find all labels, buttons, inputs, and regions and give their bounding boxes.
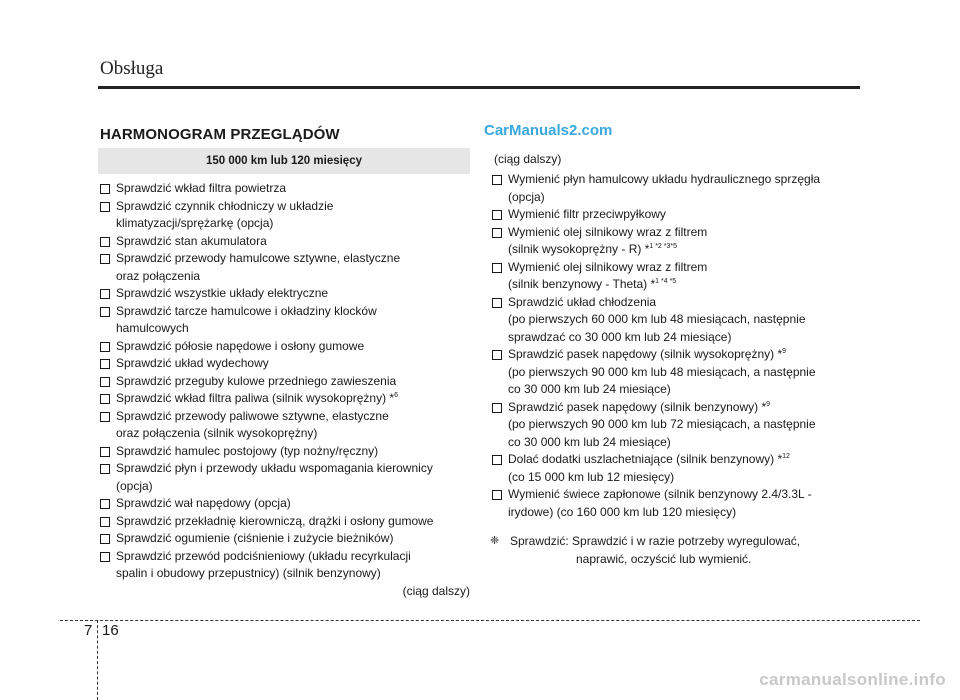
checklist-item-text: Sprawdzić przeguby kulowe przedniego zawieszenia: [116, 373, 397, 388]
checklist-item-text-part: (silnik benzynowy - Theta) *: [508, 277, 656, 291]
checklist-item-text: Wymienić olej silnikowy wraz z filtrem: [508, 259, 708, 274]
checklist-item: [98, 408, 470, 443]
checklist-item: [490, 206, 860, 224]
checkbox-icon: [100, 184, 110, 194]
checkbox-icon: [100, 552, 110, 562]
checklist-item-text: hamulcowych: [116, 321, 189, 335]
checklist-item-text: irydowe) (co 160 000 km lub 120 miesięcy): [508, 504, 737, 519]
checklist-item-text: Sprawdzić wkład filtra powietrza: [116, 181, 287, 195]
checkbox-icon: [100, 464, 110, 474]
checklist-item-text: Wymienić płyn hamulcowy układu hydraulicznego sprzęgła: [508, 172, 821, 186]
interval-header: 150 000 km lub 120 miesięcy: [98, 148, 470, 174]
section-title: HARMONOGRAM PRZEGLĄDÓW: [100, 126, 340, 143]
checklist-item-text: Sprawdzić układ chłodzenia: [508, 294, 657, 309]
checklist-item-text: Sprawdzić tarcze hamulcowe i okładziny klocków: [116, 303, 377, 318]
checkbox-icon: [100, 202, 110, 212]
checklist-item: [490, 399, 860, 452]
page-number: 16: [102, 622, 119, 639]
checklist-item-text: Sprawdzić półosie napędowe i osłony gumowe: [116, 338, 365, 353]
checkbox-icon: [492, 228, 502, 238]
footer-divider: [60, 620, 920, 621]
checkbox-icon: [492, 263, 502, 273]
checklist-item-text: oraz połączenia (silnik wysokoprężny): [116, 426, 318, 440]
note-symbol-icon: ❈: [490, 535, 500, 547]
checkbox-icon: [100, 499, 110, 509]
note-line-2: naprawić, oczyścić lub wymienić.: [576, 551, 752, 566]
checklist-item-text: [508, 241, 860, 259]
checklist-item-text-part: Sprawdzić pasek napędowy (silnik wysokoprężny) *: [508, 347, 783, 361]
footnote-marker: 9: [766, 400, 771, 408]
checklist-item-detail: co 30 000 km lub 24 miesiące): [508, 434, 671, 449]
checklist-item-detail: (co 15 000 km lub 12 miesięcy): [508, 469, 675, 484]
checklist-item: [98, 198, 470, 233]
checkbox-icon: [100, 289, 110, 299]
checklist-item-detail: (po pierwszych 90 000 km lub 48 miesiącach, a następnie: [508, 364, 816, 379]
checklist-item: [490, 224, 860, 259]
checklist-item: [98, 443, 470, 461]
checklist-item-text: spalin i obudowy przepustnicy) (silnik benzynowy): [116, 566, 381, 580]
checklist-item: [490, 451, 860, 486]
checklist-item-text: [508, 346, 860, 364]
checkbox-icon: [100, 342, 110, 352]
checkbox-icon: [100, 517, 110, 527]
checklist-item-text: Sprawdzić ogumienie (ciśnienie i zużycie bieżników): [116, 531, 394, 545]
checklist-item-text: Sprawdzić wał napędowy (opcja): [116, 496, 291, 510]
checkbox-icon: [492, 403, 502, 413]
checklist-item: [98, 250, 470, 285]
checklist-item: [98, 460, 470, 495]
checklist-item-text-part: Dolać dodatki uszlachetniające (silnik benzynowy) *: [508, 452, 783, 466]
checklist-item: [98, 513, 470, 531]
checklist-item-text: Sprawdzić stan akumulatora: [116, 233, 267, 248]
checklist-item: [490, 486, 860, 521]
checklist-item-text: Sprawdzić wszystkie układy elektryczne: [116, 286, 329, 300]
checklist-item: [98, 303, 470, 338]
checklist-item: [98, 530, 470, 548]
note-line-1: Sprawdzić: Sprawdzić i w razie potrzeby wyregulować,: [510, 534, 801, 548]
checklist-item-text-part: Sprawdzić pasek napędowy (silnik benzynowy) *: [508, 399, 767, 414]
checklist-item-text: Sprawdzić przekładnię kierowniczą, drążki i osłony gumowe: [116, 513, 434, 528]
watermark-bottom[interactable]: carmanualsonline.info: [759, 670, 946, 689]
checklist-item-text: oraz połączenia: [116, 268, 201, 283]
checkbox-icon: [100, 412, 110, 422]
checklist-item-text-part: (silnik wysokoprężny - R) *: [508, 242, 650, 256]
checkbox-icon: [492, 350, 502, 360]
header-title: Obsługa: [100, 58, 164, 79]
chapter-number: 7: [84, 622, 93, 639]
left-checklist: [98, 180, 470, 583]
checkbox-icon: [100, 377, 110, 387]
header-rule: [98, 86, 860, 89]
footer-vertical-divider: [97, 620, 98, 700]
checklist-item-text: (opcja): [116, 478, 153, 493]
checklist-item-text: Sprawdzić przewód podciśnieniowy (układu recyrkulacji: [116, 548, 411, 563]
checkbox-icon: [492, 175, 502, 185]
continued-label: (ciąg dalszy): [402, 583, 470, 598]
checklist-item-text: klimatyzacji/sprężarkę (opcja): [116, 216, 274, 230]
checkbox-icon: [100, 254, 110, 264]
checkbox-icon: [100, 237, 110, 247]
checklist-item: [98, 495, 470, 513]
checklist-item: [98, 285, 470, 303]
checklist-item: [490, 259, 860, 294]
checklist-item-text: Wymienić świece zapłonowe (silnik benzynowy 2.4/3.3L -: [508, 487, 812, 501]
checklist-item: [98, 338, 470, 356]
checkbox-icon: [100, 534, 110, 544]
checkbox-icon: [492, 490, 502, 500]
checklist-item-text: Sprawdzić hamulec postojowy (typ nożny/ręczny): [116, 443, 379, 458]
checklist-item-text: Sprawdzić przewody paliwowe sztywne, elastyczne: [116, 408, 389, 423]
footnote-marker: 1 *4 *5: [655, 278, 677, 285]
checklist-item-text: (opcja): [508, 189, 545, 204]
checklist-item: [98, 355, 470, 373]
footnote-marker: 6: [394, 392, 398, 399]
checklist-item: [98, 180, 470, 198]
checkbox-icon: [492, 210, 502, 220]
checkbox-icon: [100, 359, 110, 369]
checklist-item-text: [116, 390, 470, 408]
checklist-item: [490, 346, 860, 399]
checklist-item: [98, 233, 470, 251]
checklist-item-detail: (po pierwszych 90 000 km lub 72 miesiącach, a następnie: [508, 417, 816, 431]
continued-label-right: (ciąg dalszy): [494, 152, 562, 166]
checklist-item: [490, 171, 860, 206]
checklist-item-text: Sprawdzić układ wydechowy: [116, 356, 269, 370]
footnote-marker: 9: [782, 348, 787, 355]
checklist-item-detail: co 30 000 km lub 24 miesiące): [508, 382, 671, 396]
checklist-item: [98, 373, 470, 391]
right-column: [488, 148, 860, 568]
checklist-item-text: Wymienić olej silnikowy wraz z filtrem: [508, 224, 708, 239]
checklist-item-text: (po pierwszych 60 000 km lub 48 miesiącach, następnie: [508, 312, 806, 326]
checklist-item-text-part: Sprawdzić wkład filtra paliwa (silnik wysokoprężny) *: [116, 391, 395, 405]
checklist-item: [98, 390, 470, 408]
checkbox-icon: [100, 307, 110, 317]
checklist-item-text: [508, 451, 860, 469]
checklist-item-text: [508, 276, 860, 294]
checklist-item-text: Wymienić filtr przeciwpyłkowy: [508, 207, 666, 221]
footnote-marker: 12: [782, 453, 790, 460]
checkbox-icon: [492, 455, 502, 465]
checklist-item-text: Sprawdzić przewody hamulcowe sztywne, elastyczne: [116, 251, 401, 265]
checklist-item-text: [508, 399, 860, 417]
checkbox-icon: [492, 298, 502, 308]
checkbox-icon: [100, 447, 110, 457]
checkbox-icon: [100, 394, 110, 404]
checklist-item: [98, 548, 470, 583]
checklist-item-text: Sprawdzić płyn i przewody układu wspomagania kierownicy: [116, 461, 433, 475]
checklist-item-text: sprawdzać co 30 000 km lub 24 miesiące): [508, 329, 732, 344]
watermark-top[interactable]: CarManuals2.com: [484, 122, 613, 139]
left-column: [98, 148, 470, 598]
footnote-marker: 1 *2 *3*5: [649, 243, 678, 250]
legend-note: [488, 533, 860, 568]
right-checklist: [488, 171, 860, 521]
checklist-item-text: Sprawdzić czynnik chłodniczy w układzie: [116, 198, 334, 213]
checklist-item: [490, 294, 860, 347]
